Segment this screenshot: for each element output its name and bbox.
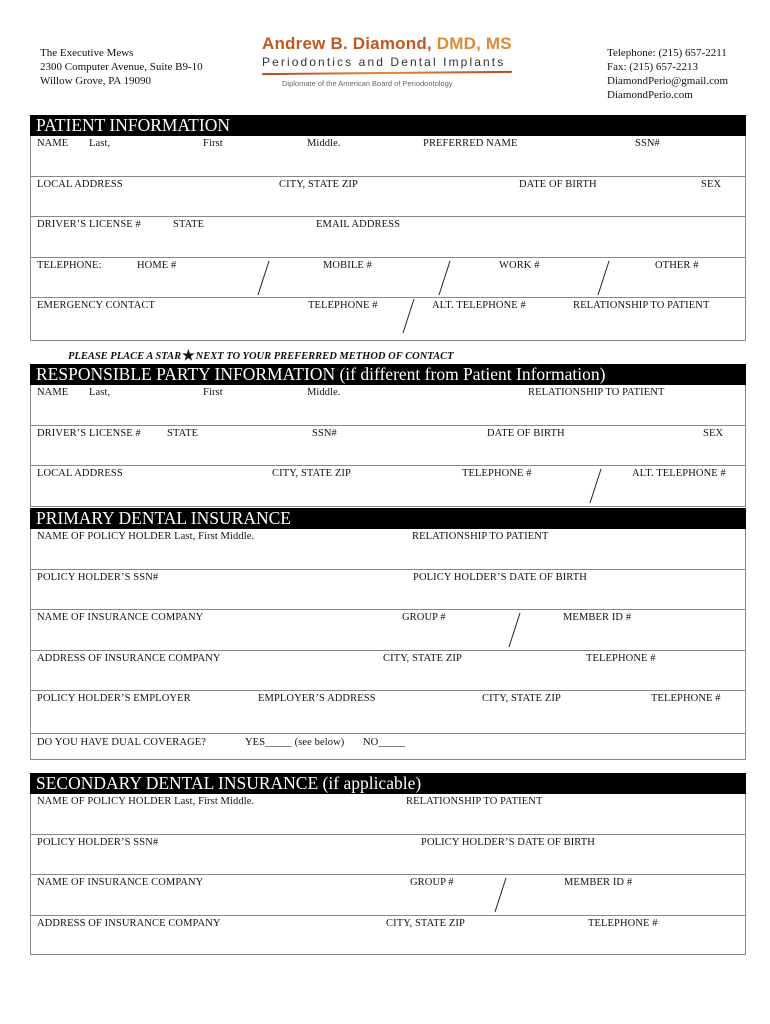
relationship-label: RELATIONSHIP TO PATIENT — [406, 796, 543, 807]
practice-logo — [262, 34, 514, 88]
form-row[interactable] — [31, 426, 745, 466]
form-row[interactable] — [31, 570, 745, 610]
address-line: The Executive Mews — [40, 47, 134, 59]
divider-slash — [597, 261, 609, 296]
telephone-label: TELEPHONE # — [588, 918, 658, 929]
policy-holder-name-label: NAME OF POLICY HOLDER Last, First Middle. — [37, 796, 255, 807]
form-row[interactable] — [31, 651, 745, 691]
state-label: STATE — [173, 219, 205, 230]
group-number-label: GROUP # — [410, 877, 454, 888]
star-icon: ★ — [182, 349, 195, 364]
section-header-patient: PATIENT INFORMATION — [30, 115, 746, 136]
member-id-label: MEMBER ID # — [564, 877, 633, 888]
form-row[interactable] — [31, 794, 745, 835]
form-row[interactable] — [31, 691, 745, 734]
form-row[interactable] — [31, 916, 745, 955]
local-address-label: LOCAL ADDRESS — [37, 468, 123, 479]
insurance-company-label: NAME OF INSURANCE COMPANY — [37, 612, 204, 623]
patient-info-box — [30, 136, 746, 341]
drivers-license-label: DRIVER’S LICENSE # — [37, 219, 141, 230]
insurance-address-label: ADDRESS OF INSURANCE COMPANY — [37, 918, 221, 929]
city-state-zip-label: CITY, STATE ZIP — [272, 468, 351, 479]
section-header-primary-insurance: PRIMARY DENTAL INSURANCE — [30, 508, 746, 529]
divider-slash — [257, 261, 269, 296]
sex-label: SEX — [703, 428, 724, 439]
employer-label: POLICY HOLDER’S EMPLOYER — [37, 693, 191, 704]
other-phone-label: OTHER # — [655, 260, 699, 271]
policy-holder-ssn-label: POLICY HOLDER’S SSN# — [37, 572, 159, 583]
form-row[interactable] — [31, 610, 745, 651]
logo-degree: DMD, MS — [436, 34, 512, 53]
divider-slash — [589, 469, 601, 504]
member-id-label: MEMBER ID # — [563, 612, 632, 623]
last-label: Last, — [89, 387, 111, 398]
emergency-alt-telephone-label: ALT. TELEPHONE # — [432, 300, 526, 311]
city-state-zip-label: CITY, STATE ZIP — [383, 653, 462, 664]
section-header-secondary-insurance: SECONDARY DENTAL INSURANCE (if applicable) — [30, 773, 746, 794]
form-row[interactable] — [31, 258, 745, 298]
divider-slash — [508, 613, 520, 648]
employer-city-state-zip-label: CITY, STATE ZIP — [482, 693, 561, 704]
insurance-company-label: NAME OF INSURANCE COMPANY — [37, 877, 204, 888]
insurance-address-label: ADDRESS OF INSURANCE COMPANY — [37, 653, 221, 664]
practice-contact — [607, 46, 728, 102]
logo-diplomate: Diplomate of the American Board of Periodontology — [282, 79, 453, 88]
telephone-label: TELEPHONE: — [37, 260, 102, 271]
dual-coverage-no[interactable]: NO_____ — [363, 737, 406, 748]
practice-address — [40, 46, 203, 88]
logo-tagline: Periodontics and Dental Implants — [262, 55, 506, 69]
sex-label: SEX — [701, 179, 722, 190]
telephone-label: TELEPHONE # — [462, 468, 532, 479]
local-address-label: LOCAL ADDRESS — [37, 179, 123, 190]
middle-label: Middle. — [307, 138, 341, 149]
logo-swoosh — [262, 71, 512, 75]
group-number-label: GROUP # — [402, 612, 446, 623]
form-row[interactable] — [31, 875, 745, 916]
alt-telephone-label: ALT. TELEPHONE # — [632, 468, 726, 479]
policy-holder-ssn-label: POLICY HOLDER’S SSN# — [37, 837, 159, 848]
address-line: Willow Grove, PA 19090 — [40, 75, 151, 87]
drivers-license-label: DRIVER’S LICENSE # — [37, 428, 141, 439]
form-row[interactable] — [31, 217, 745, 258]
email-label: EMAIL ADDRESS — [316, 219, 401, 230]
work-phone-label: WORK # — [499, 260, 540, 271]
dob-label: DATE OF BIRTH — [487, 428, 565, 439]
form-row[interactable] — [31, 734, 745, 760]
relationship-label: RELATIONSHIP TO PATIENT — [412, 531, 549, 542]
dob-label: DATE OF BIRTH — [519, 179, 597, 190]
state-label: STATE — [167, 428, 199, 439]
divider-slash — [402, 299, 414, 334]
form-row[interactable] — [31, 385, 745, 426]
form-row[interactable] — [31, 298, 745, 341]
ssn-label: SSN# — [312, 428, 337, 439]
secondary-insurance-box — [30, 794, 746, 955]
middle-label: Middle. — [307, 387, 341, 398]
employer-telephone-label: TELEPHONE # — [651, 693, 721, 704]
address-line: 2300 Computer Avenue, Suite B9-10 — [40, 61, 203, 73]
form-row[interactable] — [31, 466, 745, 507]
policy-holder-name-label: NAME OF POLICY HOLDER Last, First Middle. — [37, 531, 255, 542]
contact-website: DiamondPerio.com — [607, 89, 693, 101]
dual-coverage-label: DO YOU HAVE DUAL COVERAGE? — [37, 737, 207, 748]
section-header-responsible-party: RESPONSIBLE PARTY INFORMATION (if different from Patient Information) — [30, 364, 746, 385]
city-state-zip-label: CITY, STATE ZIP — [386, 918, 465, 929]
divider-slash — [494, 878, 506, 913]
policy-holder-dob-label: POLICY HOLDER’S DATE OF BIRTH — [413, 572, 587, 583]
name-label: NAME — [37, 138, 69, 149]
emergency-contact-label: EMERGENCY CONTACT — [37, 300, 156, 311]
contact-fax: Fax: (215) 657-2213 — [607, 61, 699, 73]
emergency-telephone-label: TELEPHONE # — [308, 300, 378, 311]
responsible-party-box — [30, 385, 746, 507]
logo-name: Andrew B. Diamond, DMD, MS — [262, 34, 512, 53]
divider-slash — [438, 261, 450, 296]
contact-email: DiamondPerio@gmail.com — [607, 75, 729, 87]
telephone-label: TELEPHONE # — [586, 653, 656, 664]
primary-insurance-box — [30, 529, 746, 760]
employer-address-label: EMPLOYER’S ADDRESS — [258, 693, 376, 704]
contact-phone: Telephone: (215) 657-2211 — [607, 47, 727, 59]
last-label: Last, — [89, 138, 111, 149]
dual-coverage-yes[interactable]: YES_____ (see below) — [245, 737, 345, 748]
name-label: NAME — [37, 387, 69, 398]
first-label: First — [203, 387, 223, 398]
form-row[interactable] — [31, 177, 745, 217]
form-row[interactable] — [31, 835, 745, 875]
mobile-phone-label: MOBILE # — [323, 260, 372, 271]
ssn-label: SSN# — [635, 138, 660, 149]
form-row[interactable] — [31, 136, 745, 177]
city-state-zip-label: CITY, STATE ZIP — [279, 179, 358, 190]
form-row[interactable] — [31, 529, 745, 570]
preferred-name-label: PREFERRED NAME — [423, 138, 518, 149]
contact-preference-note: PLEASE PLACE A STAR★NEXT TO YOUR PREFERRED METHOD OF CONTACT — [68, 349, 454, 364]
home-phone-label: HOME # — [137, 260, 177, 271]
relationship-label: RELATIONSHIP TO PATIENT — [573, 300, 710, 311]
relationship-label: RELATIONSHIP TO PATIENT — [528, 387, 665, 398]
policy-holder-dob-label: POLICY HOLDER’S DATE OF BIRTH — [421, 837, 595, 848]
first-label: First — [203, 138, 223, 149]
